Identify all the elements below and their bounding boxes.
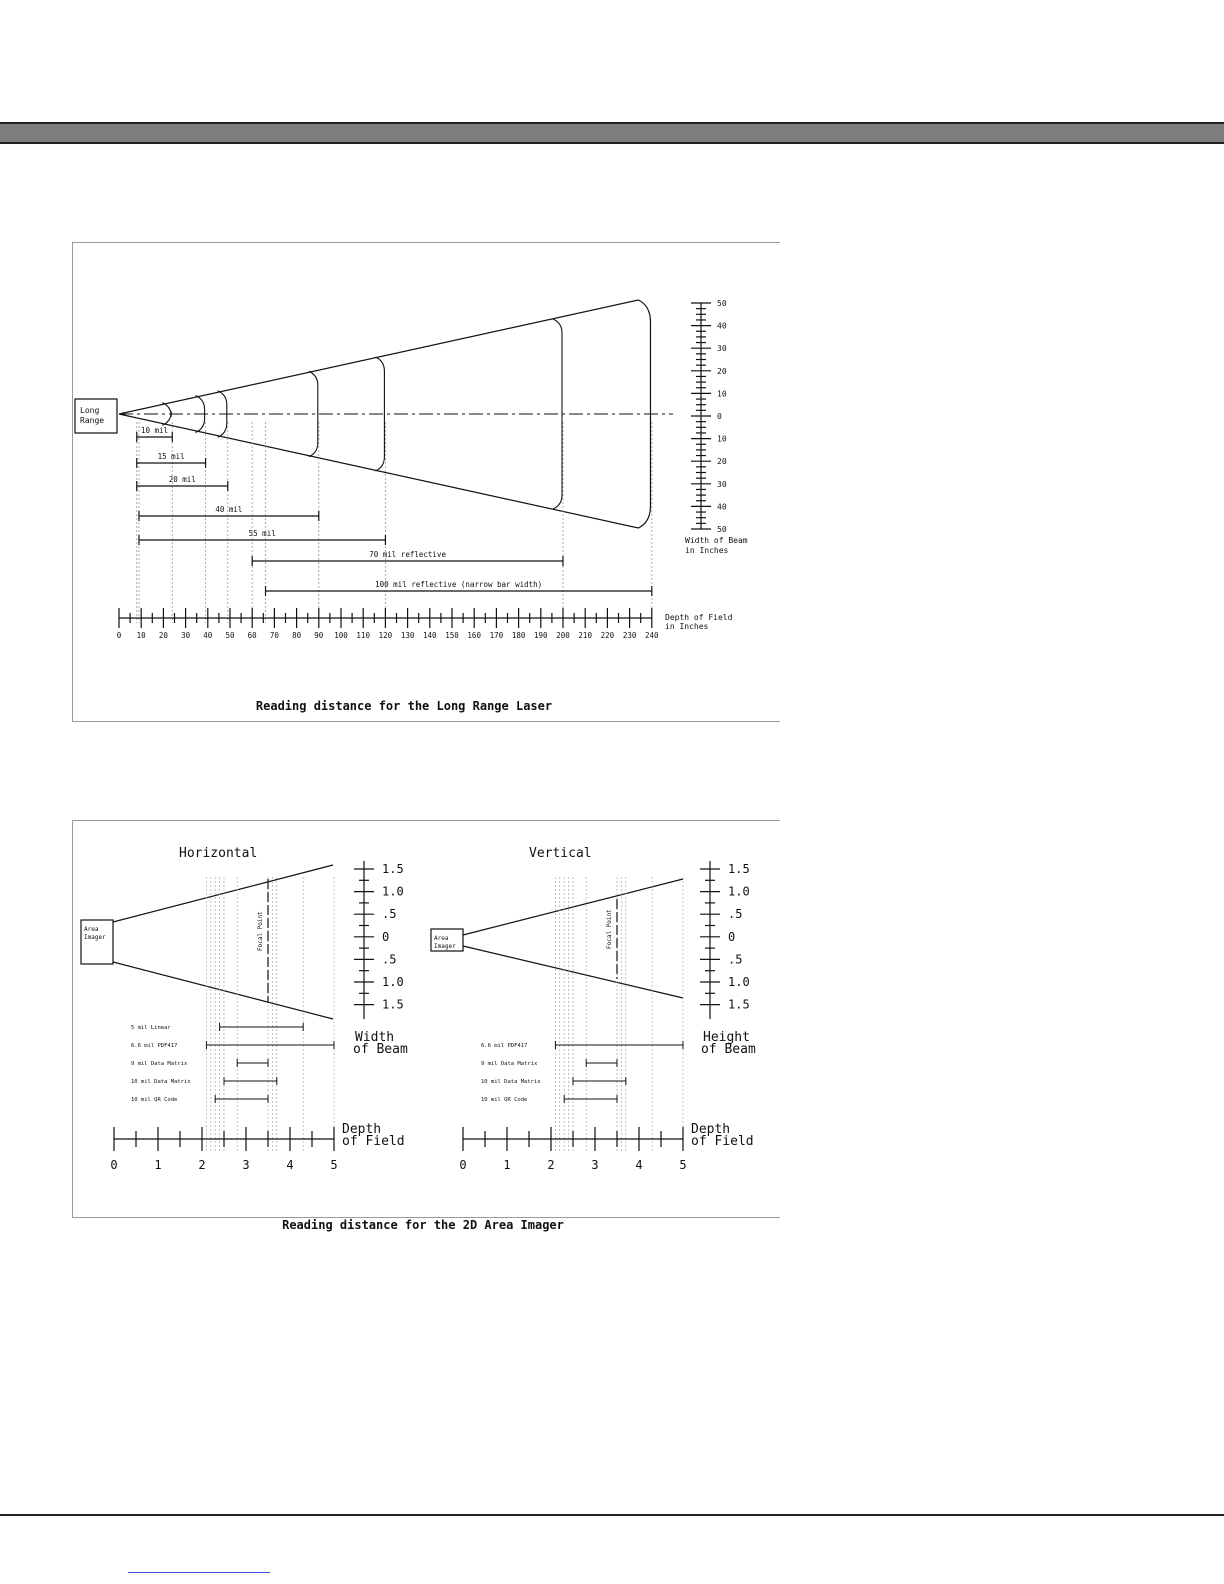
range-label: 100 mil reflective (narrow bar width) — [375, 580, 543, 589]
vertical-scale-tick-label: 1.0 — [728, 884, 750, 899]
depth-tick-label: 110 — [356, 631, 370, 640]
horizontal-scale-tick-label: .5 — [382, 907, 397, 922]
depth-tick-label: 170 — [489, 631, 504, 640]
beam-scale-tick-label: 50 — [717, 299, 727, 308]
vertical-depth-tick-label: 1 — [503, 1158, 511, 1172]
horizontal-range-label: 9 mil Data Matrix — [131, 1061, 188, 1067]
vertical-scale-tick-label: 1.5 — [728, 862, 750, 876]
vertical-depth-tick-label: 3 — [591, 1158, 599, 1172]
depth-tick-label: 0 — [116, 631, 122, 640]
depth-tick-label: 150 — [445, 631, 459, 640]
horizontal-depth-tick-label: 2 — [198, 1158, 206, 1172]
horizontal-depth-tick-label: 5 — [330, 1158, 338, 1172]
depth-tick-label: 140 — [423, 631, 437, 640]
depth-tick-label: 30 — [181, 631, 191, 640]
range-label: 15 mil — [157, 452, 185, 461]
vertical-depth-label: Depth — [691, 1122, 731, 1137]
horizontal-depth-tick-label: 4 — [286, 1158, 294, 1172]
horizontal-range-label: 6.6 mil PDF417 — [131, 1043, 178, 1049]
horizontal-scale-tick-label: 1.5 — [382, 862, 404, 876]
vertical-depth-tick-label: 2 — [547, 1158, 555, 1172]
beam-scale-tick-label: 40 — [717, 321, 727, 331]
beam-scale-tick-label: 20 — [717, 457, 727, 467]
depth-axis-label: Depth of Field — [665, 613, 733, 622]
horizontal-beam-edge-bottom — [113, 962, 333, 1019]
beam-scale-tick-label: 30 — [717, 479, 727, 489]
device-label: Range — [80, 416, 105, 425]
horizontal-device-label: Area — [84, 926, 99, 933]
horizontal-scale-tick-label: 1.5 — [382, 997, 404, 1012]
range-label: 20 mil — [168, 475, 196, 484]
horizontal-scale-tick-label: 1.0 — [382, 884, 404, 899]
depth-tick-label: 80 — [292, 631, 302, 640]
range-label: 70 mil reflective — [369, 550, 446, 559]
beam-axis-label: Width of Beam — [685, 536, 748, 545]
depth-tick-label: 60 — [247, 631, 257, 640]
vertical-depth-tick-label: 5 — [679, 1158, 687, 1172]
vertical-scale-tick-label: .5 — [728, 952, 743, 967]
depth-tick-label: 70 — [269, 631, 279, 640]
horizontal-beam-edge-top — [113, 865, 333, 922]
horizontal-range-label: 10 mil QR Code — [131, 1097, 178, 1103]
header-bar — [0, 122, 1224, 144]
vertical-scale-label: Height — [703, 1030, 750, 1045]
horizontal-scale-label: of Beam — [353, 1042, 408, 1057]
figure-caption: Reading distance for the Long Range Laser — [255, 699, 553, 713]
vertical-range-label: 10 mil Data Matrix — [481, 1079, 541, 1085]
vertical-scale-tick-label: 1.5 — [728, 997, 750, 1012]
horizontal-title: Horizontal — [179, 846, 258, 861]
range-label: 55 mil — [248, 529, 276, 538]
horizontal-device-label: Imager — [84, 934, 106, 941]
vertical-range-label: 10 mil QR Code — [481, 1097, 528, 1103]
beam-scale-tick-label: 0 — [717, 412, 722, 421]
vertical-depth-tick-label: 0 — [459, 1158, 467, 1172]
figure-caption: Reading distance for the 2D Area Imager — [282, 1218, 564, 1232]
depth-tick-label: 40 — [203, 631, 213, 640]
vertical-depth-tick-label: 4 — [635, 1158, 643, 1172]
depth-tick-label: 120 — [378, 631, 393, 640]
horizontal-scale-label: Width — [355, 1030, 395, 1045]
depth-tick-label: 210 — [578, 631, 592, 640]
horizontal-depth-label: Depth — [342, 1122, 382, 1137]
vertical-device-label: Area — [434, 935, 449, 942]
depth-tick-label: 20 — [158, 631, 168, 640]
depth-tick-label: 100 — [334, 631, 348, 640]
range-label: 40 mil — [215, 505, 243, 514]
horizontal-range-label: 5 mil Linear — [131, 1025, 171, 1031]
depth-tick-label: 230 — [622, 631, 637, 640]
depth-tick-label: 160 — [467, 631, 481, 640]
beam-scale-tick-label: 40 — [717, 502, 727, 512]
vertical-scale-label: of Beam — [701, 1042, 756, 1057]
vertical-title: Vertical — [529, 846, 592, 861]
beam-scale-tick-label: 50 — [717, 525, 727, 534]
horizontal-depth-label: of Field — [342, 1134, 405, 1149]
footer-rule — [0, 1514, 1224, 1516]
beam-scale-tick-label: 10 — [717, 389, 727, 399]
depth-tick-label: 10 — [136, 631, 146, 640]
beam-scale-tick-label: 10 — [717, 434, 727, 444]
beam-edge-bottom — [119, 414, 638, 528]
depth-tick-label: 90 — [314, 631, 324, 640]
vertical-range-label: 9 mil Data Matrix — [481, 1061, 538, 1067]
horizontal-scale-tick-label: 0 — [382, 929, 390, 944]
depth-tick-label: 200 — [556, 631, 570, 640]
beam-edge-top — [119, 300, 638, 414]
long-range-laser-figure — [72, 242, 780, 722]
horizontal-depth-tick-label: 1 — [154, 1158, 162, 1172]
beam-scale-tick-label: 20 — [717, 366, 727, 376]
area-imager-diagram — [73, 821, 780, 1232]
beam-axis-label: in Inches — [685, 546, 729, 555]
vertical-scale-tick-label: 0 — [728, 929, 736, 944]
depth-tick-label: 220 — [600, 631, 615, 640]
vertical-focal-label: Focal Point — [606, 909, 613, 949]
horizontal-focal-label: Focal Point — [257, 911, 264, 951]
horizontal-depth-tick-label: 3 — [242, 1158, 250, 1172]
depth-axis-label: in Inches — [665, 622, 709, 631]
range-label: 10 mil — [140, 426, 169, 435]
vertical-range-label: 6.6 mil PDF417 — [481, 1043, 528, 1049]
vertical-scale-tick-label: .5 — [728, 907, 743, 922]
depth-tick-label: 180 — [511, 631, 526, 640]
vertical-scale-tick-label: 1.0 — [728, 975, 750, 989]
horizontal-depth-tick-label: 0 — [110, 1158, 118, 1172]
depth-tick-label: 190 — [534, 631, 548, 640]
depth-tick-label: 130 — [400, 631, 415, 640]
footer-link[interactable] — [128, 1572, 270, 1573]
depth-tick-label: 50 — [225, 631, 235, 640]
area-imager-figure — [72, 820, 780, 1232]
depth-tick-label: 240 — [645, 631, 659, 640]
horizontal-range-label: 10 mil Data Matrix — [131, 1079, 191, 1085]
long-range-laser-diagram — [73, 243, 780, 723]
beam-scale-tick-label: 30 — [717, 344, 727, 354]
vertical-device-label: Imager — [434, 943, 456, 950]
device-label: Long — [80, 406, 100, 415]
horizontal-scale-tick-label: .5 — [382, 952, 397, 967]
vertical-depth-label: of Field — [691, 1134, 754, 1149]
horizontal-scale-tick-label: 1.0 — [382, 975, 404, 989]
